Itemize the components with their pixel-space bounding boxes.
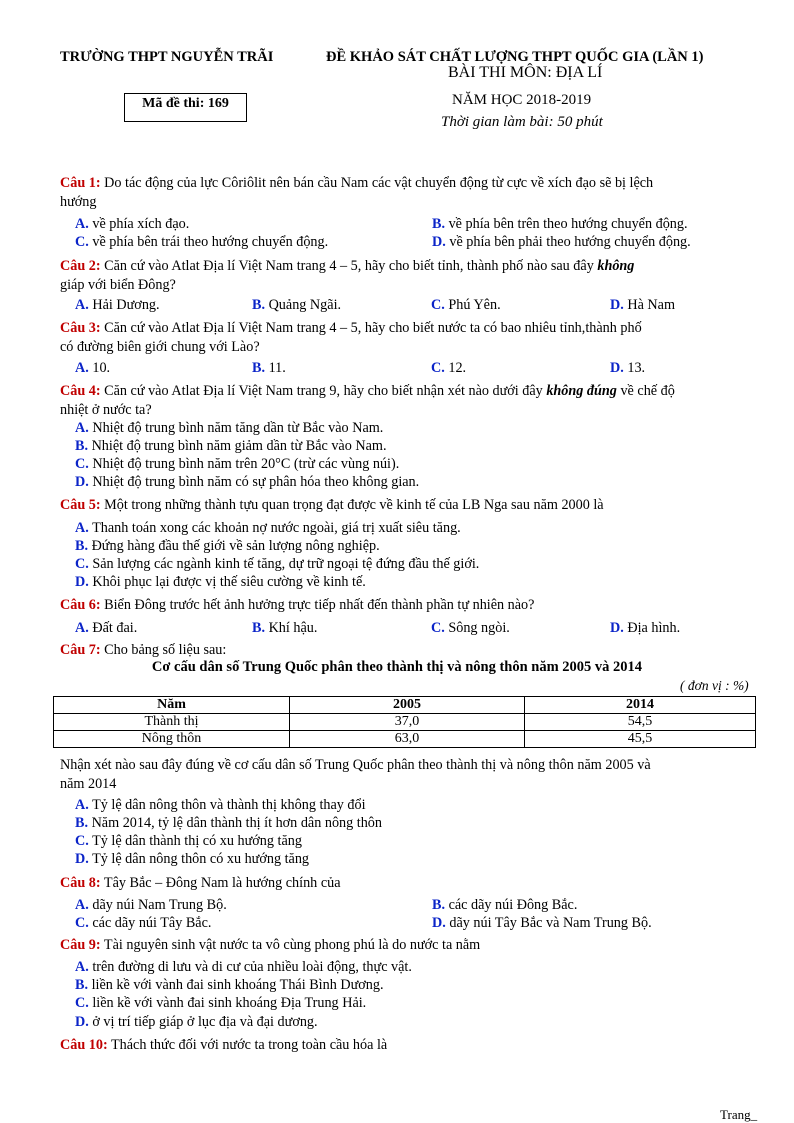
q8-option-a[interactable]: A. dãy núi Nam Trung Bộ. xyxy=(75,897,227,913)
table-cell: 63,0 xyxy=(290,731,525,748)
school-year: NĂM HỌC 2018-2019 xyxy=(452,92,592,108)
q5-option-d[interactable]: D. Khôi phục lại được vị thế siêu cường về kinh tế. xyxy=(75,574,366,590)
question-text: Tài nguyên sinh vật nước ta vô cùng phong phú là do nước ta nằm xyxy=(100,937,481,953)
question-7 xyxy=(60,641,760,660)
question-text-cont: hướng xyxy=(60,193,97,210)
question-number: Câu 1: xyxy=(60,175,101,191)
table-header-cell: 2005 xyxy=(290,697,525,714)
q7-option-b[interactable]: B. Năm 2014, tỷ lệ dân thành thị ít hơn dân nông thôn xyxy=(75,815,382,831)
q1-option-a[interactable]: A. về phía xích đạo. xyxy=(75,216,190,232)
question-6 xyxy=(60,596,760,615)
table-cell: 37,0 xyxy=(290,714,525,731)
table-header-cell: Năm xyxy=(54,697,290,714)
question-number: Câu 10: xyxy=(60,1037,108,1053)
q7-option-c[interactable]: C. Tỷ lệ dân thành thị có xu hướng tăng xyxy=(75,833,302,849)
table-cell: Thành thị xyxy=(54,714,290,731)
table-cell: Nông thôn xyxy=(54,731,290,748)
q6-option-b[interactable]: B. Khí hậu. xyxy=(252,620,318,636)
question-8 xyxy=(60,874,760,893)
q9-option-a[interactable]: A. trên đường di lưu và di cư của nhiều loài động, thực vật. xyxy=(75,959,412,975)
question-number: Câu 3: xyxy=(60,320,101,336)
page-number: Trang_ xyxy=(720,1107,758,1122)
question-4 xyxy=(60,382,760,419)
question-3 xyxy=(60,319,760,356)
question-text: Một trong những thành tựu quan trọng đạt được về kinh tế của LB Nga sau năm 2000 là xyxy=(100,497,604,513)
q6-option-c[interactable]: C. Sông ngòi. xyxy=(431,620,510,636)
question-number: Câu 9: xyxy=(60,937,101,953)
q6-option-d[interactable]: D. Địa hình. xyxy=(610,620,681,636)
q1-option-b[interactable]: B. về phía bên trên theo hướng chuyển động. xyxy=(432,216,688,232)
question-number: Câu 7: xyxy=(60,642,101,658)
question-text: Căn cứ vào Atlat Địa lí Việt Nam trang 4 – 5, hãy cho biết nước ta có bao nhiêu tỉnh,thành phố xyxy=(100,320,642,336)
q3-option-b[interactable]: B. 11. xyxy=(252,360,286,376)
question-number: Câu 5: xyxy=(60,497,101,513)
question-text: Căn cứ vào Atlat Địa lí Việt Nam trang 9, hãy cho biết nhận xét nào dưới đây xyxy=(100,383,547,399)
exam-code-box: Mã đề thi: 169 xyxy=(124,93,247,122)
question-text-cont: có đường biên giới chung với Lào? xyxy=(60,338,260,355)
q3-option-c[interactable]: C. 12. xyxy=(431,360,467,376)
q4-option-a[interactable]: A. Nhiệt độ trung bình năm tăng dần từ Bắc vào Nam. xyxy=(75,420,384,436)
table-title: Cơ cấu dân số Trung Quốc phân theo thành thị và nông thôn năm 2005 và 2014 xyxy=(151,659,643,675)
q4-option-d[interactable]: D. Nhiệt độ trung bình năm có sự phân hóa theo không gian. xyxy=(75,474,420,490)
question-text: Tây Bắc – Đông Nam là hướng chính của xyxy=(100,875,341,891)
q2-option-a[interactable]: A. Hải Dương. xyxy=(75,297,160,313)
exam-duration: Thời gian làm bài: 50 phút xyxy=(441,114,603,130)
q3-option-d[interactable]: D. 13. xyxy=(610,360,646,376)
q2-option-c[interactable]: C. Phú Yên. xyxy=(431,297,501,313)
q2-option-d[interactable]: D. Hà Nam xyxy=(610,297,676,313)
q3-option-a[interactable]: A. 10. xyxy=(75,360,111,376)
question-1 xyxy=(60,174,760,211)
q4-option-b[interactable]: B. Nhiệt độ trung bình năm giảm dần từ Bắc vào Nam. xyxy=(75,438,387,454)
q7-option-a[interactable]: A. Tỷ lệ dân nông thôn và thành thị không thay đổi xyxy=(75,797,366,813)
data-table xyxy=(53,696,756,748)
q5-option-a[interactable]: A. Thanh toán xong các khoản nợ nước ngoài, giá trị xuất siêu tăng. xyxy=(75,520,461,536)
question-5 xyxy=(60,496,760,515)
q2-option-b[interactable]: B. Quảng Ngãi. xyxy=(252,297,342,313)
question-text-cont: nhiệt ở nước ta? xyxy=(60,401,152,418)
question-text: Nhận xét nào sau đây đúng về cơ cấu dân số Trung Quốc phân theo thành thị và nông thôn năm 2005 và xyxy=(60,757,651,773)
question-text-tail: về chế độ xyxy=(616,383,675,399)
q7-option-d[interactable]: D. Tỷ lệ dân nông thôn có xu hướng tăng xyxy=(75,851,310,867)
question-text: Biển Đông trước hết ảnh hưởng trực tiếp nhất đến thành phần tự nhiên nào? xyxy=(100,597,535,613)
q8-option-d[interactable]: D. dãy núi Tây Bắc và Nam Trung Bộ. xyxy=(432,915,652,931)
question-number: Câu 2: xyxy=(60,258,101,274)
q6-option-a[interactable]: A. Đất đai. xyxy=(75,620,138,636)
q1-option-d[interactable]: D. về phía bên phải theo hướng chuyển động. xyxy=(432,234,691,250)
emphasis-text: không xyxy=(597,258,635,274)
table-row xyxy=(54,714,756,731)
emphasis-text: không đúng xyxy=(546,383,617,399)
q9-option-b[interactable]: B. liền kề với vành đai sinh khoáng Thái Bình Dương. xyxy=(75,977,384,993)
q5-option-b[interactable]: B. Đứng hàng đầu thế giới về sản lượng nông nghiệp. xyxy=(75,538,380,554)
table-row xyxy=(54,731,756,748)
table-header-cell: 2014 xyxy=(525,697,756,714)
question-number: Câu 8: xyxy=(60,875,101,891)
question-number: Câu 6: xyxy=(60,597,101,613)
q1-option-c[interactable]: C. về phía bên trái theo hướng chuyển động. xyxy=(75,234,329,250)
q4-option-c[interactable]: C. Nhiệt độ trung bình năm trên 20°C (trừ các vùng núi). xyxy=(75,456,400,472)
table-cell: 45,5 xyxy=(525,731,756,748)
q9-option-c[interactable]: C. liền kề với vành đai sinh khoáng Địa Trung Hải. xyxy=(75,995,367,1011)
question-text-cont: năm 2014 xyxy=(60,775,117,792)
exam-title: ĐỀ KHẢO SÁT CHẤT LƯỢNG THPT QUỐC GIA (LẦN 1) xyxy=(326,49,704,65)
question-7-prompt xyxy=(60,756,760,793)
q8-option-b[interactable]: B. các dãy núi Đông Bắc. xyxy=(432,897,578,913)
question-10 xyxy=(60,1036,760,1055)
question-text: Do tác động của lực Côriôlit nên bán cầu Nam các vật chuyển động từ cực về xích đạo sẽ bị lệch xyxy=(100,175,654,191)
q8-option-c[interactable]: C. các dãy núi Tây Bắc. xyxy=(75,915,212,931)
question-9 xyxy=(60,936,760,955)
q5-option-c[interactable]: C. Sản lượng các ngành kinh tế tăng, dự trữ ngoại tệ đứng đầu thế giới. xyxy=(75,556,480,572)
table-cell: 54,5 xyxy=(525,714,756,731)
table-unit: ( đơn vị : %) xyxy=(680,678,749,693)
question-number: Câu 4: xyxy=(60,383,101,399)
school-name: TRƯỜNG THPT NGUYỄN TRÃI xyxy=(60,49,274,65)
q9-option-d[interactable]: D. ở vị trí tiếp giáp ở lục địa và đại dương. xyxy=(75,1014,318,1030)
question-text: Căn cứ vào Atlat Địa lí Việt Nam trang 4 – 5, hãy cho biết tỉnh, thành phố nào sau đây xyxy=(100,258,598,274)
question-2 xyxy=(60,257,760,294)
question-text: Cho bảng số liệu sau: xyxy=(100,642,227,658)
exam-subject: BÀI THI MÔN: ĐỊA LÍ xyxy=(448,64,603,81)
table-header-row xyxy=(54,697,756,714)
question-text: Thách thức đối với nước ta trong toàn cầu hóa là xyxy=(107,1037,388,1053)
question-text-cont: giáp với biển Đông? xyxy=(60,276,176,293)
